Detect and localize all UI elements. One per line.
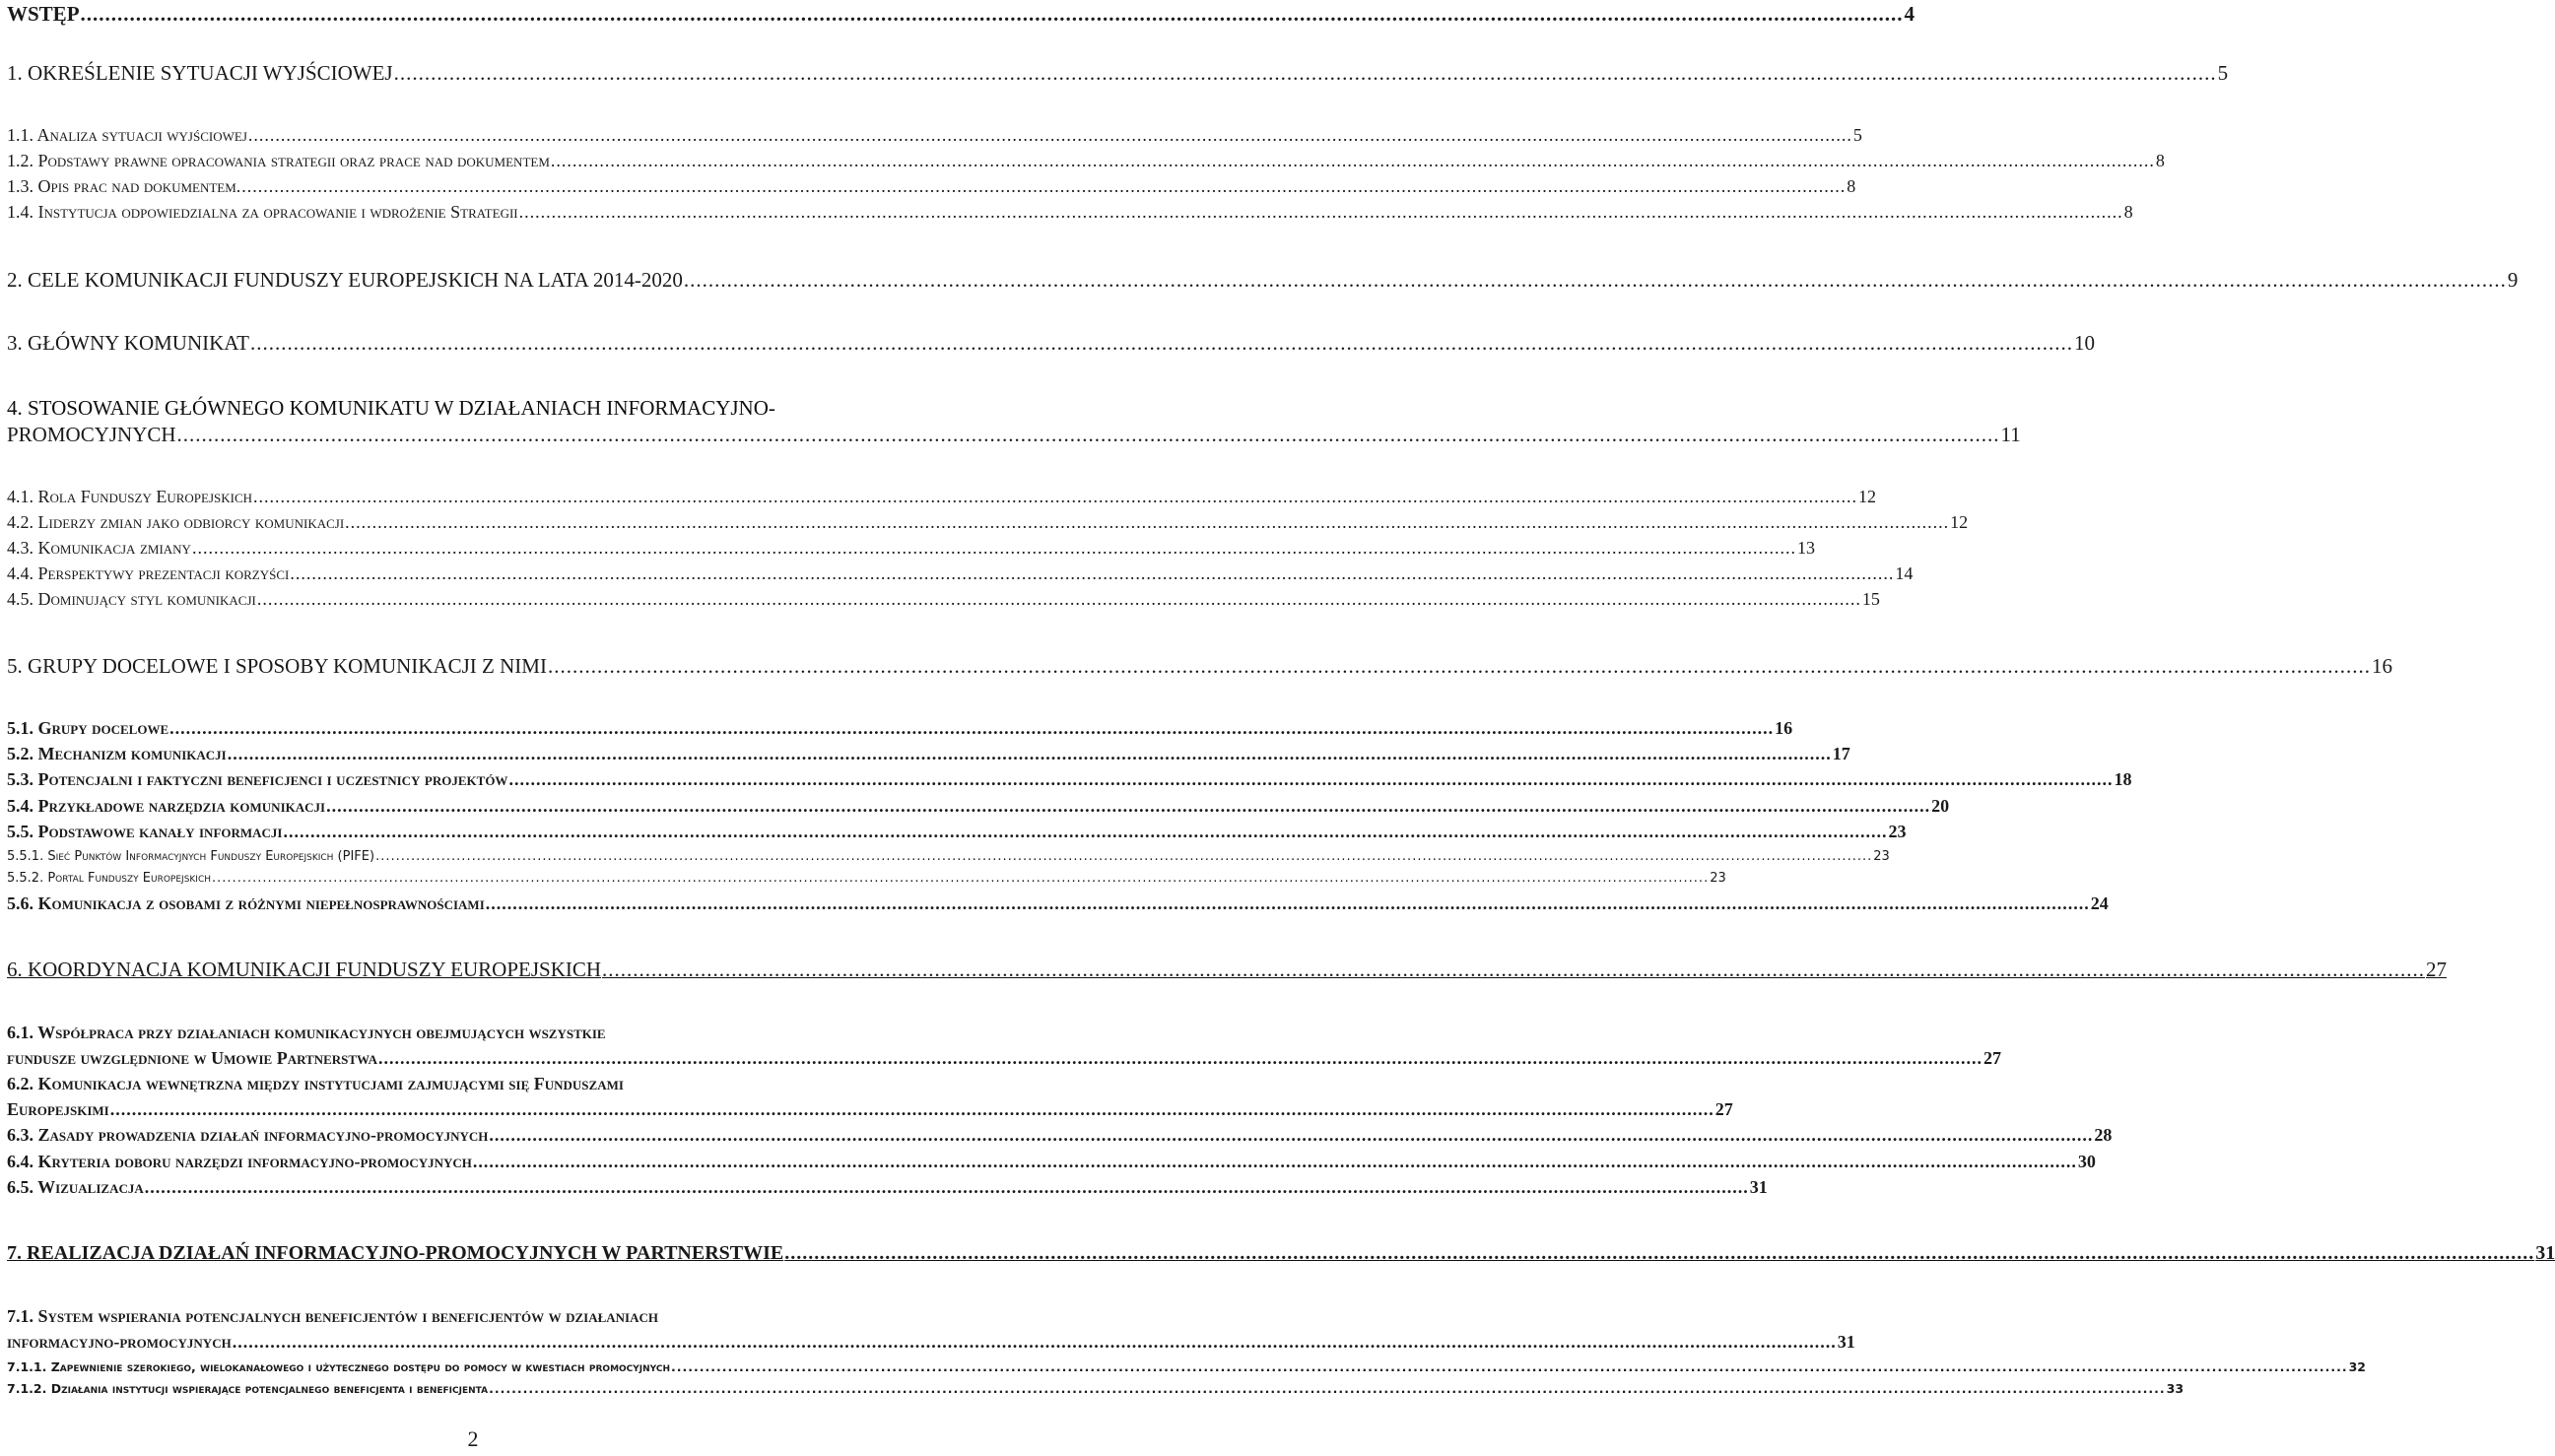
toc-page: 8 xyxy=(2155,151,2165,170)
toc-entry-7-1-2[interactable] xyxy=(7,1381,2185,1396)
toc-title: informacyjno-promocyjnych xyxy=(7,1332,232,1352)
toc-page: 16 xyxy=(1775,718,1793,738)
toc-title: 5.5.1. Sieć Punktów Informacyjnych Funduszy Europejskich (PIFE) xyxy=(7,849,375,864)
toc-entry-5-2[interactable] xyxy=(7,744,1850,764)
toc-entry-1-1[interactable] xyxy=(7,125,1862,146)
toc-leader xyxy=(551,151,2155,171)
toc-title: 5.6. Komunikacja z osobami z różnymi niepełnosprawnościami xyxy=(7,893,485,913)
toc-entry-6-1[interactable] xyxy=(7,1048,2001,1069)
toc-entry-6-3[interactable] xyxy=(7,1125,2113,1146)
toc-entry-4-2[interactable] xyxy=(7,512,1969,533)
toc-leader xyxy=(290,563,1894,584)
toc-page: 30 xyxy=(2077,1152,2096,1171)
toc-title: 6.5. Wizualizacja xyxy=(7,1177,144,1197)
toc-entry-5-1[interactable] xyxy=(7,718,1793,739)
toc-entry-1-3[interactable] xyxy=(7,176,1856,197)
toc-page: 18 xyxy=(2114,769,2132,789)
toc-entry-chapter-5[interactable] xyxy=(7,654,2392,679)
toc-page: 16 xyxy=(2371,654,2392,678)
toc-entry-7-1-1[interactable] xyxy=(7,1359,2366,1374)
toc-title: Europejskimi xyxy=(7,1099,109,1119)
toc-page: 5 xyxy=(2217,61,2229,85)
toc-page: 15 xyxy=(1861,589,1880,609)
toc-leader xyxy=(394,61,2217,86)
toc-entry-5-5-2[interactable] xyxy=(7,871,1726,886)
toc-leader xyxy=(253,487,1857,507)
toc-entry-4-5[interactable] xyxy=(7,589,1880,610)
toc-title: 5.4. Przykładowe narzędzia komunikacji xyxy=(7,796,326,816)
toc-page: 23 xyxy=(1888,822,1907,841)
toc-leader xyxy=(169,718,1774,739)
toc-leader xyxy=(473,1152,2077,1172)
toc-page: 33 xyxy=(2166,1381,2185,1396)
toc-title: 5.2. Mechanizm komunikacji xyxy=(7,744,227,763)
toc-entry-chapter-4[interactable] xyxy=(7,423,2021,447)
toc-title: WSTĘP xyxy=(7,2,80,26)
toc-leader xyxy=(486,893,2090,914)
toc-page: 4 xyxy=(1904,2,1916,26)
toc-title: 2. CELE KOMUNIKACJI FUNDUSZY EUROPEJSKICH NA LATA 2014-2020 xyxy=(7,268,683,292)
toc-entry-4-4[interactable] xyxy=(7,563,1914,584)
toc-page: 23 xyxy=(1710,871,1726,886)
toc-leader xyxy=(378,1048,1983,1069)
toc-entry-chapter-3[interactable] xyxy=(7,331,2095,356)
toc-leader xyxy=(345,512,1949,533)
toc-title: 4.5. Dominujący styl komunikacji xyxy=(7,589,256,609)
toc-title: 4.1. Rola Funduszy Europejskich xyxy=(7,487,253,506)
toc-title: 5. GRUPY DOCELOWE I SPOSOBY KOMUNIKACJI Z NIMI xyxy=(7,654,547,678)
toc-entry-1-4[interactable] xyxy=(7,202,2133,223)
toc-entry-chapter-7[interactable] xyxy=(7,1242,2555,1265)
toc-entry-wstep[interactable] xyxy=(7,2,1916,27)
toc-entry-5-6[interactable] xyxy=(7,893,2109,914)
toc-page: 31 xyxy=(1749,1177,1768,1197)
toc-leader xyxy=(671,1359,2348,1374)
toc-entry-6-5[interactable] xyxy=(7,1177,1768,1198)
toc-entry-chapter-2[interactable] xyxy=(7,268,2519,293)
toc-leader xyxy=(375,849,1872,864)
toc-leader xyxy=(145,1177,1749,1198)
toc-leader xyxy=(241,176,1846,197)
toc-page: 17 xyxy=(1832,744,1850,763)
toc-title: 1.2. Podstawy prawne opracowania strategii oraz prace nad dokumentem xyxy=(7,151,550,170)
toc-page: 28 xyxy=(2094,1125,2113,1145)
toc-leader xyxy=(250,331,2073,356)
toc-title: 1.3. Opis prac nad dokumentem. xyxy=(7,176,241,196)
toc-entry-7-1[interactable] xyxy=(7,1332,1855,1353)
toc-title: 4.3. Komunikacja zmiany xyxy=(7,538,191,558)
toc-leader xyxy=(489,1381,2166,1396)
toc-title: 7. REALIZACJA DZIAŁAŃ INFORMACYJNO-PROMOCYJNYCH W PARTNERSTWIE xyxy=(7,1242,784,1264)
toc-page: 20 xyxy=(1931,796,1950,816)
toc-leader xyxy=(326,796,1930,817)
toc-title: 6.4. Kryteria doboru narzędzi informacyjno-promocyjnych xyxy=(7,1152,472,1171)
toc-entry-6-4[interactable] xyxy=(7,1152,2096,1172)
toc-title: 1.4. Instytucja odpowiedzialna za opracowanie i wdrożenie Strategii xyxy=(7,202,518,222)
toc-entry-6-1-line1[interactable]: 6.1. Współpraca przy działaniach komunikacyjnych obejmujących wszystkie xyxy=(7,1023,606,1042)
toc-page: 8 xyxy=(2123,202,2133,222)
toc-entry-chapter-6[interactable] xyxy=(7,958,2448,982)
toc-entry-1-2[interactable] xyxy=(7,151,2165,171)
toc-title: 3. GŁÓWNY KOMUNIKAT xyxy=(7,331,249,355)
toc-page: 8 xyxy=(1847,176,1856,196)
toc-entry-7-1-line1[interactable]: 7.1. System wspierania potencjalnych beneficjentów i beneficjentów w działaniach xyxy=(7,1306,658,1326)
toc-leader xyxy=(519,202,2123,223)
toc-page: 5 xyxy=(1852,125,1862,145)
toc-leader xyxy=(508,769,2113,790)
toc-leader xyxy=(233,1332,1837,1353)
toc-leader xyxy=(684,268,2507,293)
toc-page: 14 xyxy=(1895,563,1914,583)
toc-page: 27 xyxy=(1715,1099,1733,1119)
toc-page: 24 xyxy=(2090,893,2109,913)
toc-entry-6-2-line1[interactable]: 6.2. Komunikacja wewnętrzna między instytucjami zajmującymi się Funduszami xyxy=(7,1074,624,1093)
toc-page: 23 xyxy=(1873,849,1890,864)
toc-entry-4-3[interactable] xyxy=(7,538,1815,559)
toc-title: 5.1. Grupy docelowe xyxy=(7,718,169,738)
toc-title: 7.1.2. Działania instytucji wspierające potencjalnego beneficjenta i beneficjenta xyxy=(7,1381,489,1396)
toc-title: 5.5.2. Portal Funduszy Europejskich xyxy=(7,871,212,886)
toc-entry-5-4[interactable] xyxy=(7,796,1950,817)
toc-leader xyxy=(81,2,1904,27)
toc-leader xyxy=(784,1242,2534,1265)
toc-title: fundusze uwzględnione w Umowie Partnerstwa xyxy=(7,1048,377,1068)
toc-leader xyxy=(602,958,2425,982)
toc-page: 11 xyxy=(2000,423,2021,446)
toc-leader xyxy=(228,744,1832,764)
toc-title: 6. KOORDYNACJA KOMUNIKACJI FUNDUSZY EUROPEJSKICH xyxy=(7,958,602,981)
toc-title: 4.2. Liderzy zmian jako odbiorcy komunikacji xyxy=(7,512,345,532)
toc-page: 31 xyxy=(2535,1242,2555,1264)
toc-leader xyxy=(110,1099,1715,1120)
toc-title: 1. OKREŚLENIE SYTUACJI WYJŚCIOWEJ xyxy=(7,61,393,85)
toc-entry-6-2[interactable] xyxy=(7,1099,1733,1120)
toc-title: 4.4. Perspektywy prezentacji korzyści xyxy=(7,563,290,583)
toc-entry-chapter-1[interactable] xyxy=(7,61,2229,86)
toc-page: 27 xyxy=(1983,1048,2001,1068)
toc-page: 13 xyxy=(1796,538,1815,558)
toc-page: 32 xyxy=(2348,1359,2366,1374)
page-number: 2 xyxy=(467,1426,479,1451)
toc-title: 7.1.1. Zapewnienie szerokiego, wielokanałowego i użytecznego dostępu do pomocy w kwestiach promocyjnych xyxy=(7,1359,671,1374)
toc-page: 12 xyxy=(1950,512,1969,532)
toc-leader xyxy=(192,538,1796,559)
toc-title: PROMOCYJNYCH xyxy=(7,423,176,446)
toc-leader xyxy=(548,654,2371,679)
toc-page: 12 xyxy=(1858,487,1877,506)
toc-leader xyxy=(489,1125,2093,1146)
toc-leader xyxy=(212,871,1709,886)
toc-page: 31 xyxy=(1837,1332,1855,1352)
toc-leader xyxy=(248,125,1852,146)
toc-page: 10 xyxy=(2073,331,2095,355)
toc-entry-5-5-1[interactable] xyxy=(7,849,1890,864)
toc-entry-5-5[interactable] xyxy=(7,822,1907,842)
toc-leader xyxy=(284,822,1888,842)
toc-leader xyxy=(257,589,1861,610)
toc-title: 5.3. Potencjalni i faktyczni beneficjenci i uczestnicy projektów xyxy=(7,769,508,789)
toc-leader xyxy=(177,423,2000,447)
toc-page: 9 xyxy=(2507,268,2519,292)
toc-entry-chapter-4-line1[interactable]: 4. STOSOWANIE GŁÓWNEGO KOMUNIKATU W DZIAŁANIACH INFORMACYJNO- xyxy=(7,396,775,420)
toc-page: 27 xyxy=(2426,958,2448,981)
toc-title: 1.1. Analiza sytuacji wyjściowej xyxy=(7,125,247,145)
toc-entry-5-3[interactable] xyxy=(7,769,2132,790)
toc-title: 5.5. Podstawowe kanały informacji xyxy=(7,822,283,841)
toc-entry-4-1[interactable] xyxy=(7,487,1877,507)
toc-title: 6.3. Zasady prowadzenia działań informacyjno-promocyjnych xyxy=(7,1125,489,1145)
